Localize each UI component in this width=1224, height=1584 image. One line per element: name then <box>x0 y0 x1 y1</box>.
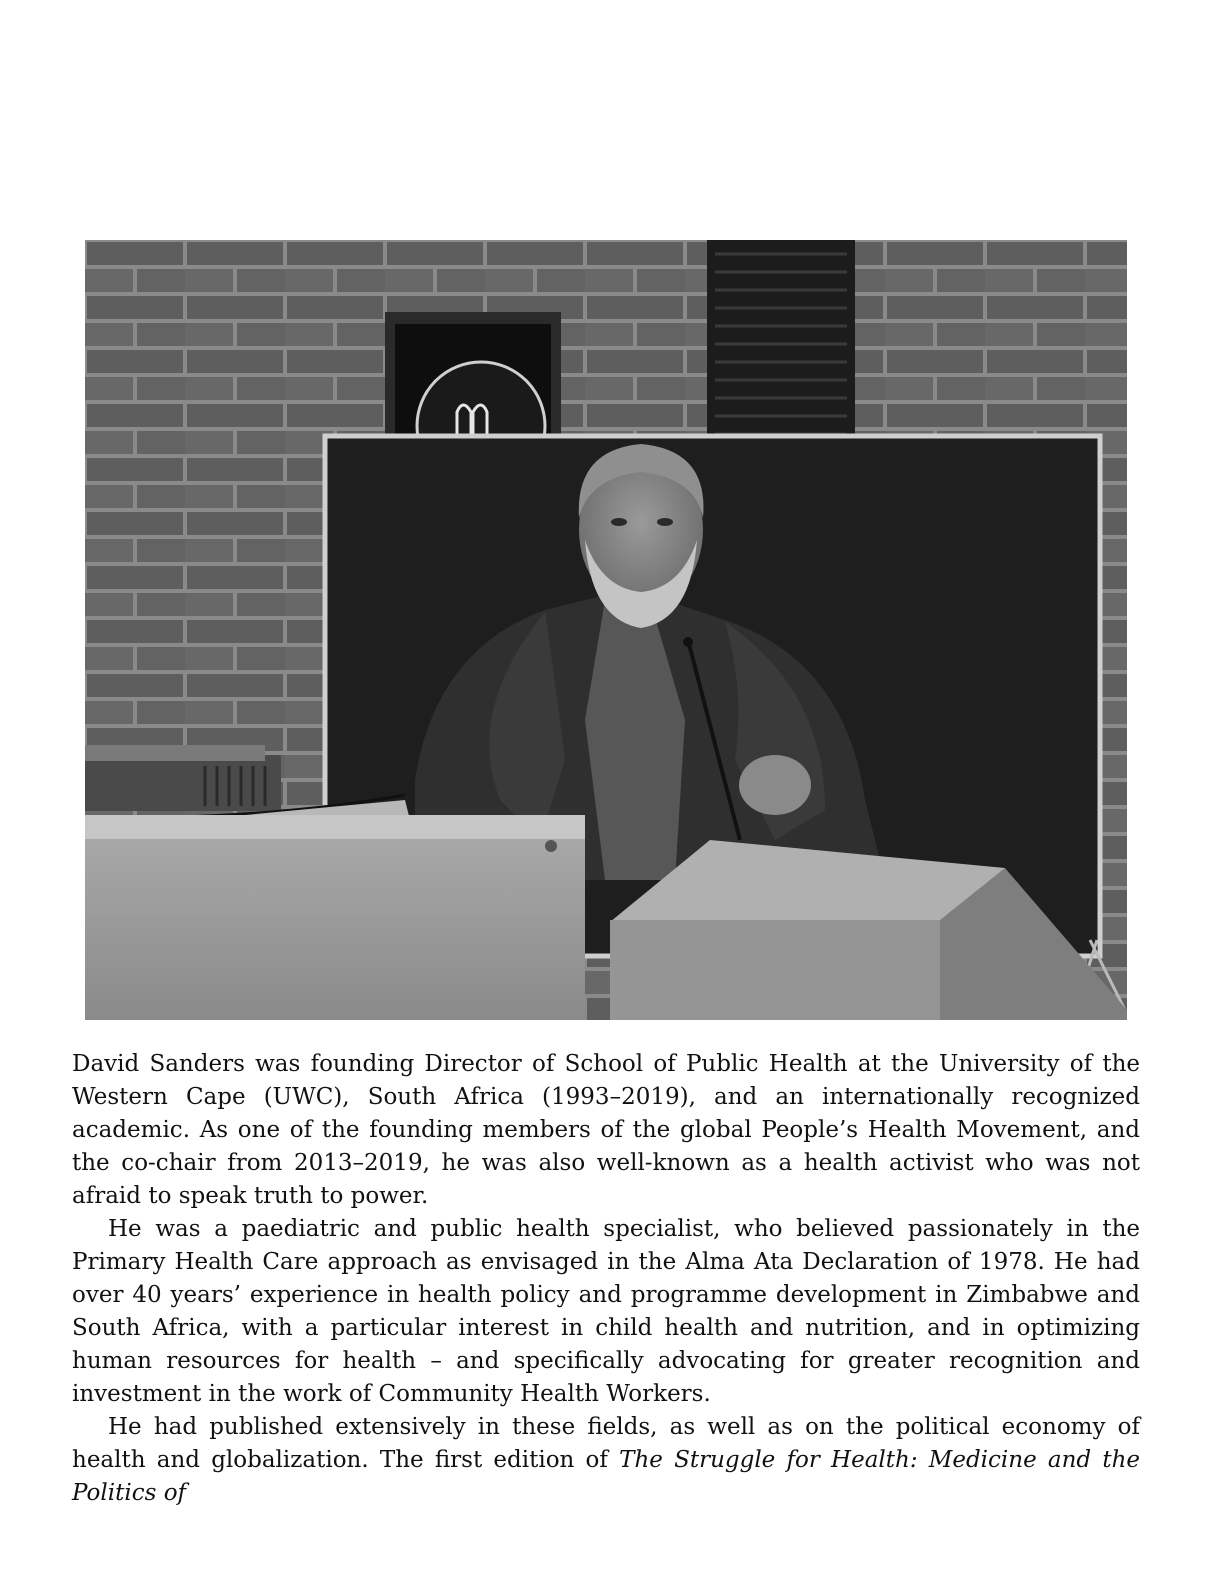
paragraph-2: He was a paediatric and public health specialist, who believed passionately in the Primary Health Care approach as envisaged in the Alma Ata Declaration of 1978. He had over 40 years’ experience in health policy and programme development in Zimbabwe and South Africa, with a particular interest in child health and nutrition, and in optimizing human resources for health – and specifically advocating for greater recognition and investment in the work of Community Health Workers. <box>72 1216 1140 1407</box>
author-photo <box>85 240 1127 1020</box>
paragraph-3-text: He had published extensively in these fields, as well as on the political economy of health and globalization. The first edition of <box>72 1414 1140 1473</box>
paragraph-3 <box>72 1411 1140 1510</box>
book-title: The Struggle for Health: Medicine and the Politics of <box>72 1447 1140 1506</box>
biography-text <box>72 1048 1140 1510</box>
paragraph-1: David Sanders was founding Director of School of Public Health at the University of the Western Cape (UWC), South Africa (1993–2019), and an internationally recognized academic. As one of the founding members of the global People’s Health Movement, and the co-chair from 2013–2019, he was also well-known as a health activist who was not afraid to speak truth to power. <box>72 1051 1140 1209</box>
